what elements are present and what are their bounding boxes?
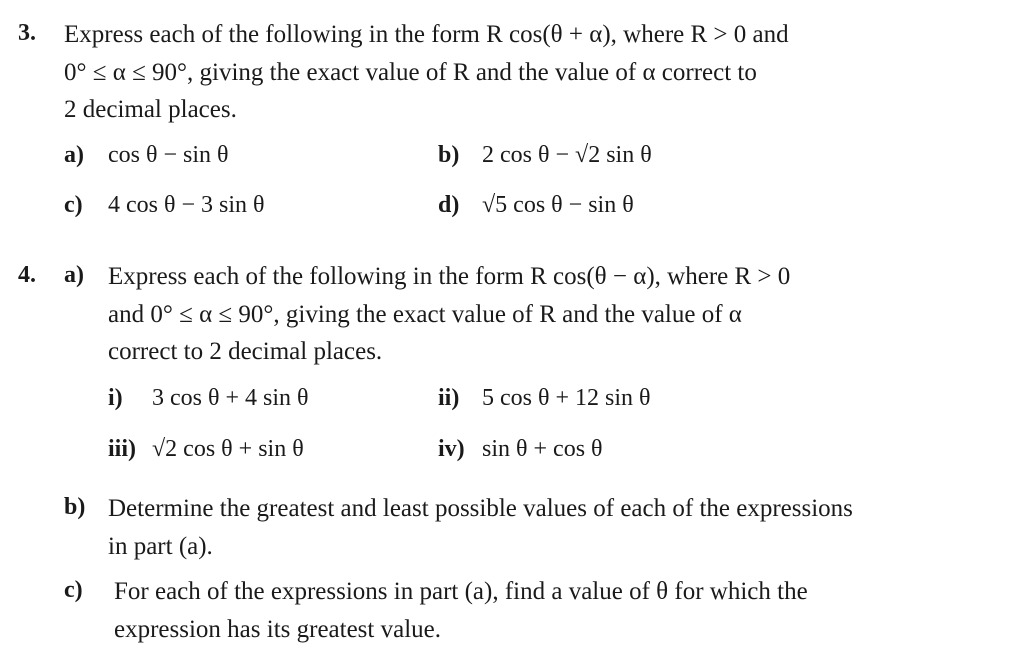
question-3-line-2: 0° ≤ α ≤ 90°, giving the exact value of R and the value of α correct to	[64, 59, 757, 86]
q4-item-iii-label: iii)	[108, 436, 136, 462]
q3-part-d-expression: √5 cos θ − sin θ	[482, 192, 634, 218]
q3-part-d-label: d)	[438, 192, 460, 218]
q3-part-a-expression: cos θ − sin θ	[108, 142, 229, 168]
q4-part-b-line-2: in part (a).	[108, 533, 213, 560]
q4-item-i-label: i)	[108, 385, 123, 411]
q4-part-c-line-1: For each of the expressions in part (a), find a value of θ for which the	[114, 578, 808, 605]
q4-part-a-line-1: Express each of the following in the form R cos(θ − α), where R > 0	[108, 263, 791, 290]
q4-part-a-line-2: and 0° ≤ α ≤ 90°, giving the exact value of R and the value of α	[108, 301, 742, 328]
q4-part-b-line-1: Determine the greatest and least possible values of each of the expressions	[108, 495, 853, 522]
q3-part-a-label: a)	[64, 142, 84, 168]
question-3-number: 3.	[18, 20, 36, 46]
question-4-number: 4.	[18, 262, 36, 288]
q4-part-b-label: b)	[64, 494, 86, 520]
q4-part-a-label: a)	[64, 262, 84, 288]
question-3-line-1: Express each of the following in the form R cos(θ + α), where R > 0 and	[64, 21, 789, 48]
q4-item-ii-label: ii)	[438, 385, 460, 411]
question-3-line-3: 2 decimal places.	[64, 96, 237, 123]
q4-item-iv-expression: sin θ + cos θ	[482, 436, 603, 462]
q4-item-iii-expression: √2 cos θ + sin θ	[152, 436, 304, 462]
q4-item-ii-expression: 5 cos θ + 12 sin θ	[482, 385, 651, 411]
q3-part-b-label: b)	[438, 142, 460, 168]
q4-part-c-line-2: expression has its greatest value.	[114, 616, 441, 643]
q4-part-c-label: c)	[64, 577, 83, 603]
q4-item-iv-label: iv)	[438, 436, 465, 462]
q3-part-b-expression: 2 cos θ − √2 sin θ	[482, 142, 652, 168]
q4-item-i-expression: 3 cos θ + 4 sin θ	[152, 385, 309, 411]
q3-part-c-expression: 4 cos θ − 3 sin θ	[108, 192, 265, 218]
q3-part-c-label: c)	[64, 192, 83, 218]
q4-part-a-line-3: correct to 2 decimal places.	[108, 338, 383, 365]
